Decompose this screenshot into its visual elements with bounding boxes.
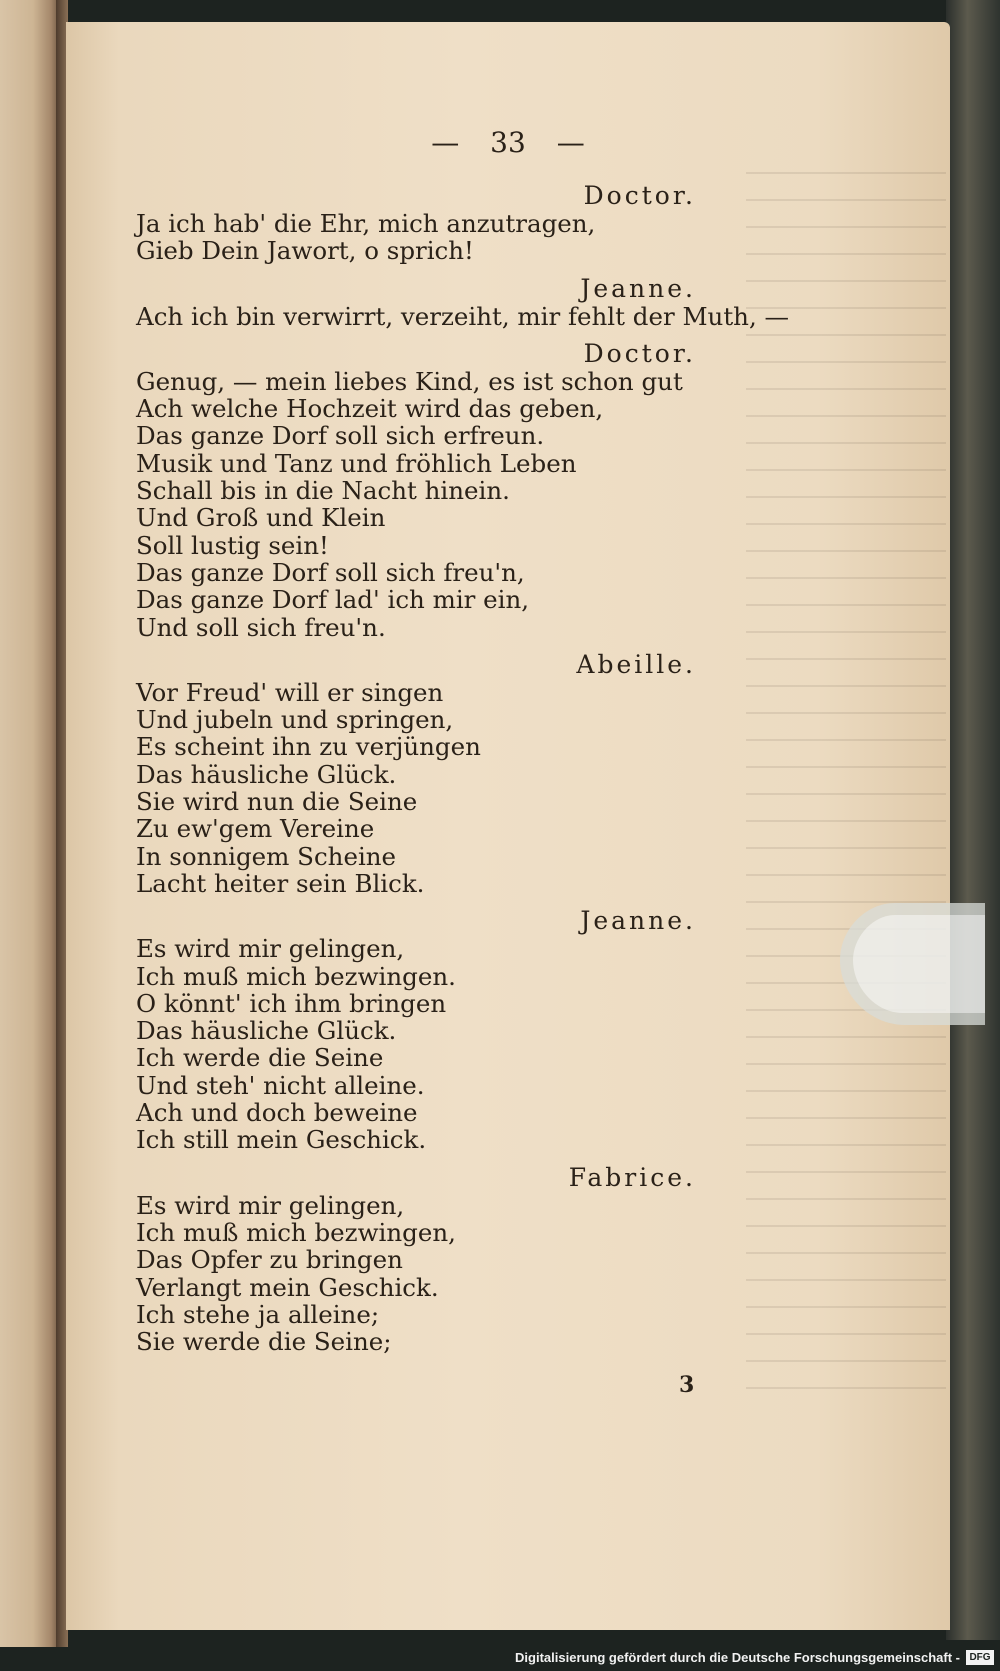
verse-line: Zu ew'gem Vereine (136, 814, 375, 844)
speaker-name: Fabrice. (568, 1162, 696, 1192)
verse-line: Verlangt mein Geschick. (136, 1272, 439, 1302)
verse-line: Es wird mir gelingen, (136, 934, 405, 964)
verse-line: Ich stehe ja alleine; (136, 1299, 380, 1329)
verse-line: Ich muß mich bezwingen. (136, 961, 456, 991)
verse-line: Und jubeln und springen, (136, 705, 454, 735)
verse-line: Soll lustig sein! (136, 530, 329, 560)
verse-line: Ja ich hab' die Ehr, mich anzutragen, (136, 209, 596, 238)
footer-credit: Digitalisierung gefördert durch die Deutsche Forschungsgemeinschaft - (515, 1650, 960, 1665)
header-dash-left: — (431, 126, 460, 159)
book-page (66, 22, 950, 1630)
dfg-logo: DFG (966, 1650, 994, 1665)
printer-signature: 3 (679, 1372, 695, 1398)
verse-line: In sonnigem Scheine (136, 841, 397, 871)
verse-line: Sie werde die Seine; (136, 1327, 392, 1357)
left-page-edge (0, 0, 60, 1671)
verse-line: Gieb Dein Jawort, o sprich! (136, 236, 474, 266)
speaker-name: Doctor. (583, 181, 696, 210)
speaker-name: Doctor. (583, 338, 696, 368)
verse-line: Und soll sich freu'n. (136, 612, 386, 642)
verse-line: Das häusliche Glück. (136, 759, 397, 789)
page-header (66, 126, 950, 159)
verse-line: Und Groß und Klein (136, 503, 386, 533)
verse-line: Das ganze Dorf soll sich freu'n, (136, 557, 525, 587)
verse-line: Das ganze Dorf lad' ich mir ein, (136, 585, 530, 615)
speaker-name: Jeanne. (580, 906, 696, 936)
verse-line: Schall bis in die Nacht hinein. (136, 476, 510, 506)
verse-line: Genug, — mein liebes Kind, es ist schon gut (136, 366, 683, 396)
header-dash-right: — (556, 126, 585, 159)
speaker-name: Jeanne. (580, 273, 696, 303)
verse-line: Lacht heiter sein Blick. (136, 868, 425, 898)
verse-line: Das ganze Dorf soll sich erfreun. (136, 421, 545, 451)
dialogue-text (136, 181, 790, 1357)
verse-line: Es scheint ihn zu verjüngen (136, 732, 481, 762)
book-cover-edge (946, 0, 1000, 1640)
verse-line: Das Opfer zu bringen (136, 1245, 403, 1275)
verse-line: Das häusliche Glück. (136, 1016, 397, 1046)
verse-line: Ach welche Hochzeit wird das geben, (136, 394, 604, 424)
verse-line: Und steh' nicht alleine. (136, 1070, 425, 1100)
verse-line: O könnt' ich ihm bringen (136, 988, 447, 1018)
verse-line: Sie wird nun die Seine (136, 787, 418, 817)
page-clip-icon (835, 895, 985, 1035)
verse-line: Ich muß mich bezwingen, (136, 1217, 456, 1247)
verse-line: Ich werde die Seine (136, 1043, 384, 1073)
verse-line: Vor Freud' will er singen (136, 677, 444, 707)
show-through-text (746, 172, 946, 1402)
verse-line: Es wird mir gelingen, (136, 1190, 405, 1220)
speaker-name: Abeille. (576, 649, 696, 679)
verse-line: Ach ich bin verwirrt, verzeiht, mir fehlt der Muth, — (136, 301, 790, 331)
verse-line: Ach und doch beweine (136, 1098, 418, 1128)
verse-line: Ich still mein Geschick. (136, 1125, 427, 1155)
verse-line: Musik und Tanz und fröhlich Leben (136, 448, 577, 478)
page-number: 33 (490, 126, 526, 159)
